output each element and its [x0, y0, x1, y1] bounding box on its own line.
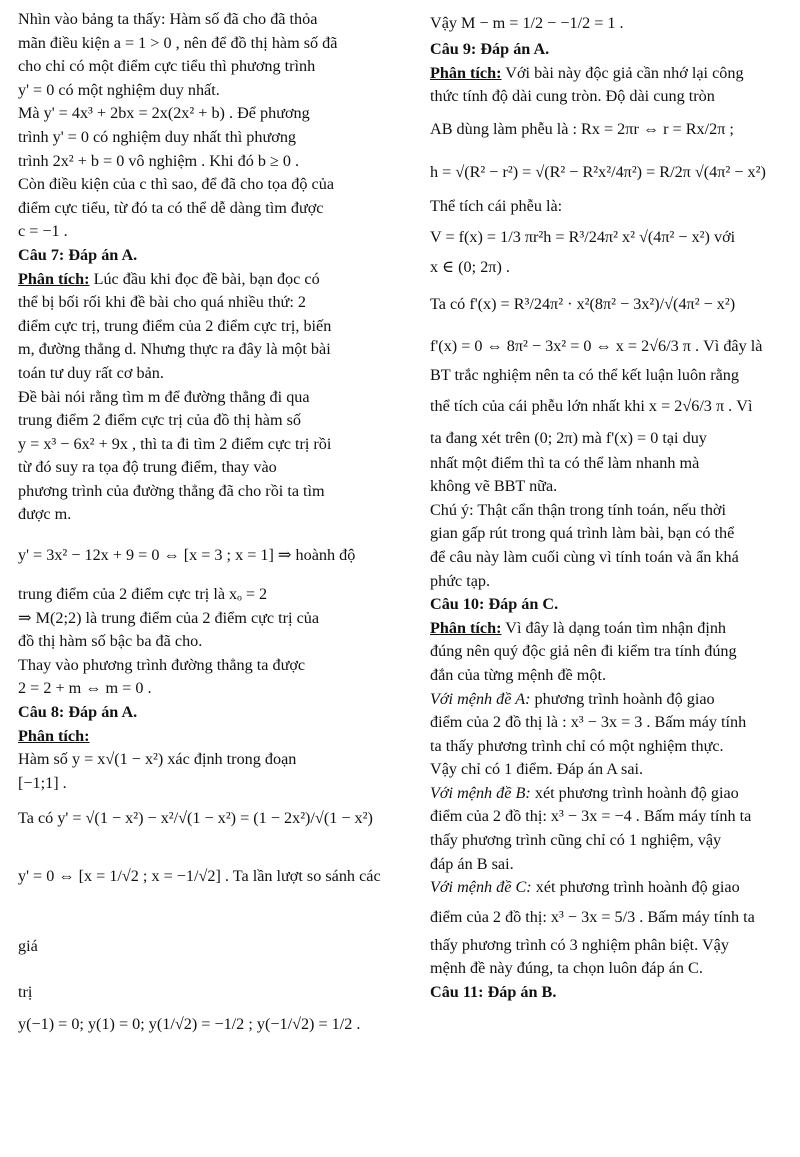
text-line: y' = 0 ⇔ [x = 1/√2 ; x = −1/√2] . Ta lần lượt so sánh các giá [18, 867, 381, 956]
analysis-line [430, 62, 790, 86]
text-line: Ta có y' = √(1 − x²) − x²/√(1 − x²) = (1 − 2x²)/√(1 − x²) [18, 809, 373, 828]
analysis-label: Phân tích: [430, 63, 502, 82]
text-line: thấy phương trình có 3 nghiệm phân biệt. Vậy [430, 935, 729, 954]
text-line: phức tạp. [430, 571, 491, 590]
statement-line [430, 782, 790, 806]
text-line: thức tính độ dài cung tròn. Độ dài cung tròn [430, 87, 715, 106]
text-line: Vậy chỉ có 1 điểm. Đáp án A sai. [430, 760, 644, 779]
text-line: 2 = 2 + m ⇔ m = 0 . [18, 679, 152, 698]
text-line: y(−1) = 0; y(1) = 0; y(1/√2) = −1/2 ; y(−1/√2) = 1/2 . [18, 1015, 361, 1033]
text-line: trung điểm 2 điểm cực trị của đồ thị hàm số [18, 411, 301, 430]
section-heading: Câu 10: Đáp án C. [430, 595, 559, 614]
text-line: mãn điều kiện a = 1 > 0 , nên để đồ thị hàm số đã [18, 33, 338, 52]
text-line: c = −1 . [18, 222, 68, 241]
text-line: y = x³ − 6x² + 9x , thì ta đi tìm 2 điểm cực trị rồi [18, 434, 332, 453]
text-line: mệnh đề này đúng, ta chọn luôn đáp án C. [430, 959, 703, 978]
statement-label: Với mệnh đề B: [430, 783, 531, 802]
analysis-label: Phân tích: [18, 269, 90, 288]
text-line: m, đường thẳng d. Nhưng thực ra đây là một bài [18, 340, 331, 359]
text-line: đúng nên quý độc giả nên đi kiểm tra tính đúng [430, 642, 737, 661]
analysis-text: Với bài này độc giả cần nhớ lại công [501, 63, 744, 82]
text-line: thể bị bối rối khi đề bài cho quá nhiều thứ: 2 [18, 293, 306, 312]
text-line: Ta có f'(x) = R³/24π² · x²(8π² − 3x²)/√(4π² − x²) [430, 294, 736, 313]
text-line: đồ thị hàm số bậc ba đã cho. [18, 632, 203, 651]
text-line: thể tích của cái phễu lớn nhất khi x = 2√6/3 π . Vì [430, 396, 753, 415]
text-line: đắn của từng mệnh đề một. [430, 665, 606, 684]
text-line: đáp án B sai. [430, 854, 514, 873]
text-line: điểm cực trị, trung điểm của 2 điểm cực trị, biến [18, 316, 332, 335]
analysis-label: Phân tích: [430, 618, 502, 637]
text-line: thấy phương trình cũng chỉ có 1 nghiệm, vậy [430, 831, 722, 850]
section-heading: Câu 7: Đáp án A. [18, 245, 138, 264]
text-line: [−1;1] . [18, 773, 67, 792]
text-line: Vậy M − m = 1/2 − −1/2 = 1 . [430, 14, 624, 32]
text-line: nhất một điểm thì ta có thể làm nhanh mà [430, 453, 700, 472]
text-line: điểm cực tiểu, từ đó ta có thể dễ dàng tìm được [18, 198, 324, 217]
section-heading: Câu 11: Đáp án B. [430, 983, 557, 1002]
analysis-label: Phân tích: [18, 726, 90, 745]
text-line: trị [18, 983, 33, 1002]
text-line: Chú ý: Thật cẩn thận trong tính toán, nếu thời [430, 500, 726, 519]
text-line: f'(x) = 0 ⇔ 8π² − 3x² = 0 ⇔ x = 2√6/3 π . Vì đây là [430, 336, 763, 355]
statement-text: xét phương trình hoành độ giao [530, 783, 739, 802]
analysis-line [18, 725, 386, 749]
text-line: Nhìn vào bảng ta thấy: Hàm số đã cho đã thỏa [18, 10, 318, 28]
text-line: gian gấp rút trong quá trình làm bài, bạn có thể [430, 524, 735, 543]
text-line: phương trình của đường thẳng đã cho rồi ta tìm [18, 481, 325, 500]
statement-label: Với mệnh đề C: [430, 878, 532, 897]
text-line: điểm của 2 đồ thị: x³ − 3x = 5/3 . Bấm máy tính ta [430, 907, 755, 926]
analysis-text: Lúc đầu khi đọc đề bài, bạn đọc có [89, 269, 320, 288]
right-column [430, 8, 790, 1005]
text-line: x ∈ (0; 2π) . [430, 258, 510, 277]
left-column [18, 8, 386, 1043]
text-line: y' = 0 có một nghiệm duy nhất. [18, 80, 220, 99]
text-line: BT trắc nghiệm nên ta có thể kết luận luôn rằng [430, 365, 739, 384]
section-heading: Câu 8: Đáp án A. [18, 703, 138, 722]
text-line: Thay vào phương trình đường thẳng ta được [18, 655, 306, 674]
text-line: Còn điều kiện của c thì sao, để đã cho tọa độ của [18, 175, 335, 194]
statement-text: xét phương trình hoành độ giao [531, 878, 740, 897]
statement-text: phương trình hoành độ giao [530, 689, 715, 708]
section-heading: Câu 9: Đáp án A. [430, 40, 550, 58]
analysis-text: Vì đây là dạng toán tìm nhận định [501, 618, 727, 637]
text-line: Thể tích cái phễu là: [430, 196, 563, 215]
text-line: Hàm số y = x√(1 − x²) xác định trong đoạn [18, 750, 297, 769]
text-line: ta thấy phương trình chỉ có một nghiệm thực. [430, 736, 724, 755]
text-line: cho chỉ có một điểm cực tiểu thì phương trình [18, 57, 316, 76]
analysis-line [430, 617, 790, 641]
text-line: từ đó suy ra tọa độ trung điểm, thay vào [18, 458, 277, 477]
text-line: Mà y' = 4x³ + 2bx = 2x(2x² + b) . Để phương [18, 104, 310, 123]
text-line: điểm của 2 đồ thị: x³ − 3x = −4 . Bấm máy tính ta [430, 807, 752, 826]
text-line: h = √(R² − r²) = √(R² − R²x²/4π²) = R/2π √(4π² − x²) [430, 162, 766, 181]
text-line: Đề bài nói rằng tìm m để đường thẳng đi qua [18, 387, 310, 406]
text-line: để câu này làm cuối cùng vì tính toán và ẩn khá [430, 547, 739, 566]
statement-label: Với mệnh đề A: [430, 689, 531, 708]
text-line: ⇒ M(2;2) là trung điểm của 2 điểm cực trị của [18, 608, 320, 627]
text-line: trình 2x² + b = 0 vô nghiệm . Khi đó b ≥ 0 . [18, 151, 300, 170]
text-line: không vẽ BBT nữa. [430, 477, 558, 496]
text-line: được m. [18, 505, 72, 524]
text-line: y' = 3x² − 12x + 9 = 0 ⇔ [x = 3 ; x = 1] ⇒ hoành độ [18, 546, 356, 565]
text-line: trình y' = 0 có nghiệm duy nhất thì phương [18, 127, 297, 146]
text-line: trung điểm của 2 điểm cực trị là xₒ = 2 [18, 585, 268, 604]
text-line: toán tư duy rất cơ bản. [18, 363, 164, 382]
text-line: V = f(x) = 1/3 πr²h = R³/24π² x² √(4π² − x²) với [430, 228, 736, 247]
analysis-line [18, 268, 386, 292]
statement-line [430, 688, 790, 712]
text-line: ta đang xét trên (0; 2π) mà f'(x) = 0 tại duy [430, 428, 707, 447]
statement-line [430, 876, 790, 900]
text-line: AB dùng làm phễu là : Rx = 2πr ⇔ r = Rx/2π ; [430, 119, 734, 138]
text-line: điểm của 2 đồ thị là : x³ − 3x = 3 . Bấm máy tính [430, 713, 747, 732]
